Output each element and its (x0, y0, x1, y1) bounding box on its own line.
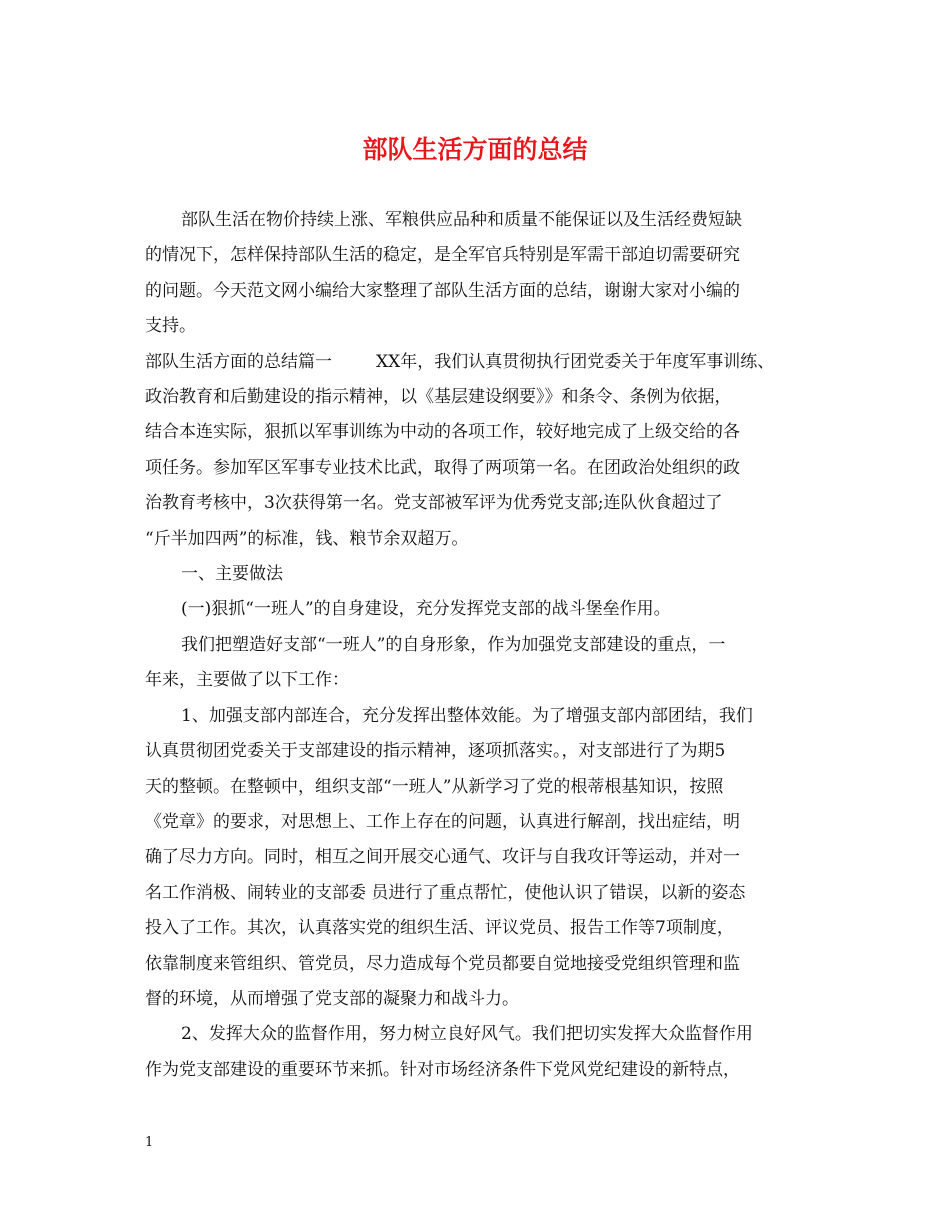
document-title: 部队生活方面的总结 (362, 135, 588, 164)
section-paragraph (145, 345, 815, 557)
text-line: 《党章》的要求，对思想上、工作上存在的问题，认真进行解剖，找出症结，明 (145, 811, 740, 832)
heading-sub-1: (一)狠抓“一班人”的自身建设，充分发挥党支部的战斗堡垒作用。 (181, 599, 671, 620)
text-line: 督的环境，从而增强了党支部的凝聚力和战斗力。 (145, 988, 519, 1009)
text-line: XX年，我们认真贯彻执行团党委关于年度军事训练、 (376, 351, 775, 372)
text-line: 支持。 (145, 316, 196, 337)
text-line: 的情况下，怎样保持部队生活的稳定，是全军官兵特别是军需干部迫切需要研究 (145, 245, 740, 266)
heading-main-practices: 一、主要做法 (181, 564, 283, 585)
text-line: 确了尽力方向。同时，相互之间开展交心通气、攻讦与自我攻讦等运动，并对一 (145, 847, 740, 868)
page-number: 1 (145, 1135, 154, 1150)
text-line: 2、发挥大众的监督作用，努力树立良好风气。我们把切实发挥大众监督作用 (181, 1024, 753, 1045)
intro-paragraph (145, 203, 815, 345)
text-line: 依靠制度来管组织、管党员，尽力造成每个党员都要自觉地接受党组织管理和监 (145, 953, 740, 974)
text-line: 作为党支部建设的重要环节来抓。针对市场经济条件下党风党纪建设的新特点， (145, 1059, 740, 1080)
text-line: “斤半加四两”的标准，钱、粮节余双超万。 (145, 528, 469, 549)
document-body (145, 203, 815, 1088)
paragraph-c (145, 1017, 815, 1088)
text-line: 部队生活在物价持续上涨、军粮供应品种和质量不能保证以及生活经费短缺 (181, 210, 742, 230)
section-label: 部队生活方面的总结篇一 (145, 351, 332, 372)
text-line: 我们把塑造好支部“一班人”的自身形象，作为加强党支部建设的重点，一 (181, 634, 726, 655)
text-line: 治教育考核中，3次获得第一名。党支部被军评为优秀党支部;连队伙食超过了 (145, 493, 723, 514)
text-line: 天的整顿。在整顿中，组织支部“一班人”从新学习了党的根蒂根基知识，按照 (145, 776, 724, 797)
text-line: 年来，主要做了以下工作： (145, 670, 349, 691)
paragraph-b (145, 699, 815, 1018)
text-line: 项任务。参加军区军事专业技术比武，取得了两项第一名。在团政治处组织的政 (145, 457, 740, 478)
text-line: 结合本连实际，狠抓以军事训练为中动的各项工作，较好地完成了上级交给的各 (145, 422, 740, 443)
text-line: 认真贯彻团党委关于支部建设的指示精神，逐项抓落实。，对支部进行了为期5 (145, 741, 726, 762)
text-line: 政治教育和后勤建设的指示精神，以《基层建设纲要》》和条令、条例为依据， (145, 387, 732, 408)
text-line: 的问题。今天范文网小编给大家整理了部队生活方面的总结，谢谢大家对小编的 (145, 280, 740, 301)
text-line: 投入了工作。其次，认真落实党的组织生活、评议党员、报告工作等7项制度， (145, 918, 734, 939)
text-line: 1、加强支部内部连合，充分发挥出整体效能。为了增强支部内部团结，我们 (181, 705, 753, 726)
paragraph-a (145, 628, 815, 699)
text-line: 名工作消极、闹转业的支部委 员进行了重点帮忙，使他认识了错误，以新的姿态 (145, 882, 746, 903)
